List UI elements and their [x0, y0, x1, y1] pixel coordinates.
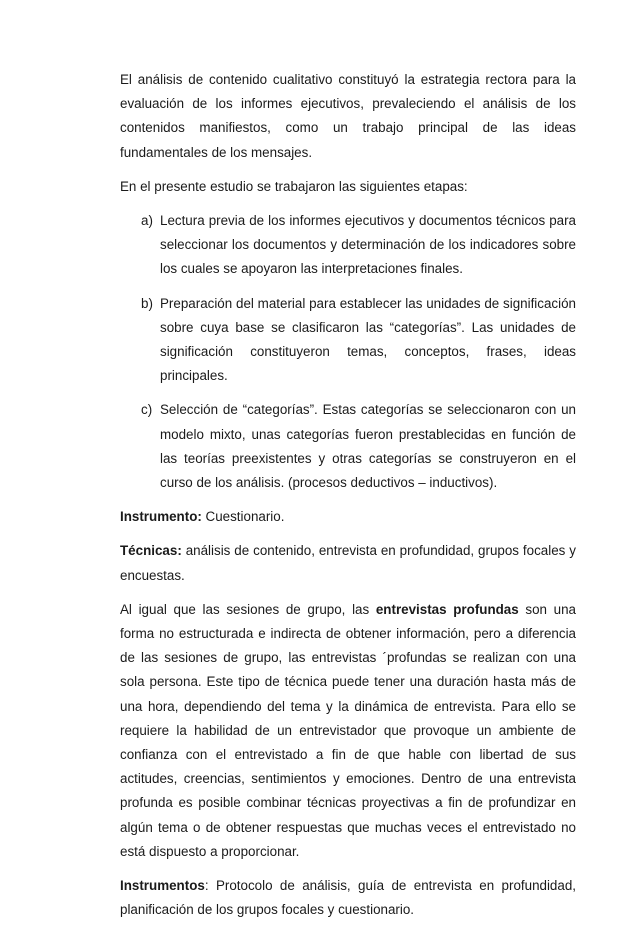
- paragraph-instrumento: [120, 505, 576, 529]
- paragraph-tecnicas: [120, 539, 576, 587]
- tecnicas-text: análisis de contenido, entrevista en profundidad, grupos focales y encuestas.: [120, 543, 576, 583]
- paragraph-analisis-contenido: El análisis de contenido cualitativo constituyó la estrategia rectora para la evaluación de los informes ejecutivos, prevaleciendo el análisis de los contenidos manifiestos, como un trabajo principal de las ideas fundamentales de los mensajes.: [120, 72, 576, 160]
- paragraph-instrumentos: [120, 874, 576, 922]
- stage-marker: a): [141, 213, 153, 229]
- paragraph-entrevistas: [120, 598, 576, 864]
- entrevistas-bold: entrevistas profundas: [375, 601, 519, 617]
- stage-text: Lectura previa de los informes ejecutivos y documentos técnicos para seleccionar los documentos y determinación de los indicadores sobre los cuales se apoyaron las interpretaciones finales.: [160, 213, 576, 277]
- stage-item-a: [120, 209, 576, 282]
- instrumento-label: Instrumento:: [120, 509, 202, 525]
- stage-item-b: [120, 292, 576, 389]
- paragraph-etapas-intro: En el presente estudio se trabajaron las siguientes etapas:: [120, 178, 468, 194]
- stage-marker: b): [141, 295, 153, 311]
- instrumentos-label: Instrumentos: [120, 878, 205, 894]
- entrevistas-text-after: son una forma no estructurada e indirecta de obtener información, pero a diferencia de las sesiones de grupo, las entrevistas ´profundas se realizan con una sola persona. Este tipo de técnica puede tener una duración hasta más de una hora, dependiendo del tema y la dinámica de entrevista. Para ello se requiere la habilidad de un entrevistador que provoque un ambiente de confianza con el entrevistado a fin de que hable con libertad de sus actitudes, creencias, sentimientos y emociones. Dentro de una entrevista profunda es posible combinar técnicas proyectivas a fin de profundizar en algún tema o de obtener respuestas que muchas veces el entrevistado no está dispuesto a proporcionar.: [120, 601, 576, 859]
- stage-marker: c): [141, 402, 153, 418]
- stage-text: Selección de “categorías”. Estas categorías se seleccionaron con un modelo mixto, unas categorías fueron prestablecidas en función de las teorías preexistentes y otras categorías se construyeron en el curso de los análisis. (procesos deductivos – inductivos).: [160, 402, 576, 491]
- document-page: [120, 68, 576, 933]
- tecnicas-label: Técnicas:: [120, 543, 182, 559]
- stage-text: Preparación del material para establecer las unidades de significación sobre cuya base se clasificaron las “categorías”. Las unidades de significación constituyeron temas, conceptos, frases, ideas principales.: [160, 295, 576, 384]
- instrumentos-text: : Protocolo de análisis, guía de entrevista en profundidad, planificación de los grupos focales y cuestionario.: [120, 878, 576, 918]
- stages-list: [120, 209, 576, 495]
- instrumento-text: Cuestionario.: [201, 509, 285, 525]
- stage-item-c: [120, 398, 576, 495]
- entrevistas-text-before: Al igual que las sesiones de grupo, las: [120, 601, 376, 617]
